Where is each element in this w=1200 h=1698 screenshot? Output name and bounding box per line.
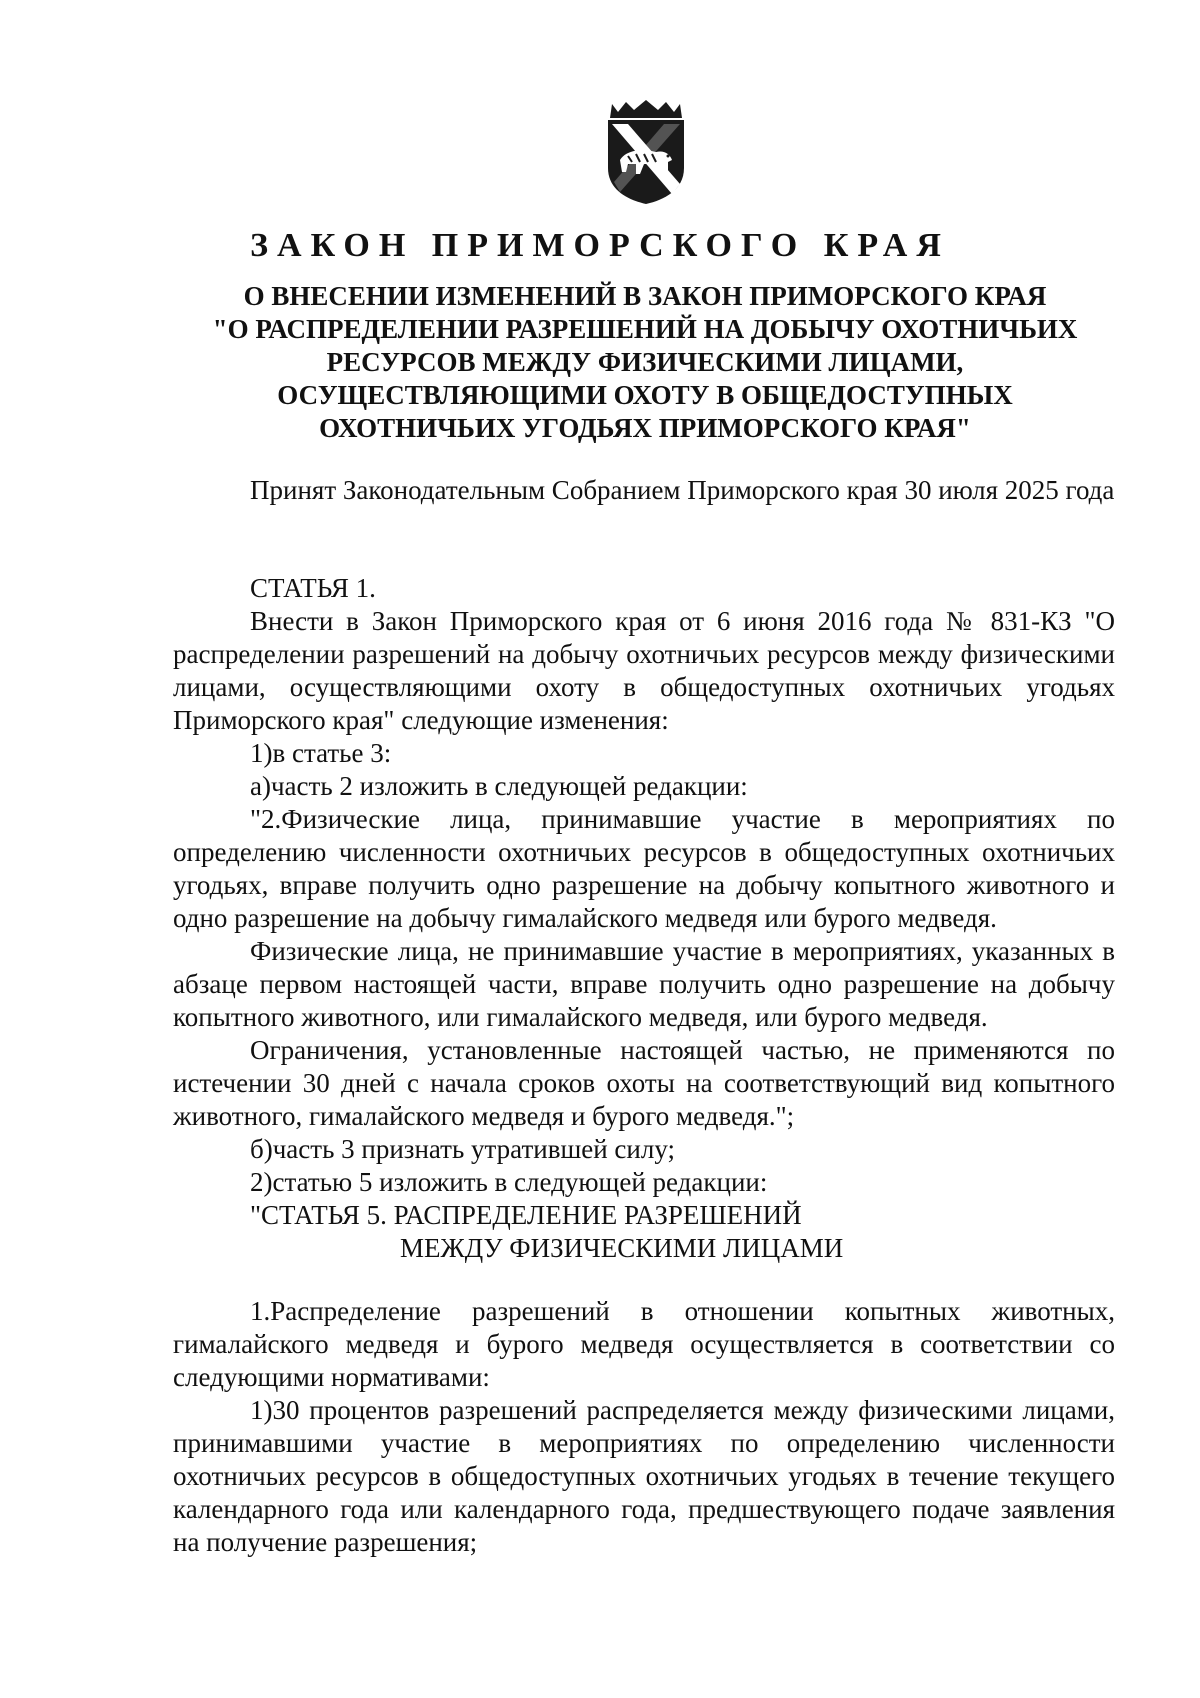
article-5-paragraph-1: 1.Распределение разрешений в отношении копытных животных, гималайского медведя и бурого медведя осуществляется в соответствии со следующими нормативами:	[173, 1296, 1115, 1392]
article-1-heading: СТАТЬЯ 1.	[250, 573, 376, 603]
item-1a: а)часть 2 изложить в следующей редакции:	[250, 771, 748, 801]
adopted-text: Принят Законодательным Собранием Приморского края 30 июля 2025 года	[250, 475, 1115, 505]
part-2-paragraph-1: "2.Физические лица, принимавшие участие в мероприятиях по определению численности охотничьих ресурсов в общедоступных охотничьих угодьях, вправе получить одно разрешение на добычу копытного животного и одно разрешение на добычу гималайского медведя или бурого медведя.	[173, 804, 1115, 933]
item-1: 1)в статье 3:	[250, 738, 392, 768]
subtitle-line: РЕСУРСОВ МЕЖДУ ФИЗИЧЕСКИМИ ЛИЦАМИ,	[326, 347, 964, 377]
subtitle-line: О ВНЕСЕНИИ ИЗМЕНЕНИЙ В ЗАКОН ПРИМОРСКОГО КРАЯ	[243, 281, 1047, 311]
article-1-intro: Внести в Закон Приморского края от 6 июня 2016 года № 831-КЗ "О распределении разрешений на добычу охотничьих ресурсов между физическими лицами, осуществляющими охоту в общедоступных охотничьих угодьях Приморского края" следующие изменения:	[173, 606, 1115, 735]
subtitle-line: ОХОТНИЧЬИХ УГОДЬЯХ ПРИМОРСКОГО КРАЯ"	[319, 413, 971, 443]
item-1b: б)часть 3 признать утратившей силу;	[250, 1134, 675, 1164]
coat-of-arms-icon	[598, 98, 694, 206]
adoption-note	[173, 474, 1115, 507]
article-1	[173, 572, 1115, 1559]
subtitle-line: "О РАСПРЕДЕЛЕНИИ РАЗРЕШЕНИЙ НА ДОБЫЧУ ОХОТНИЧЬИХ	[212, 314, 1078, 344]
item-2: 2)статью 5 изложить в следующей редакции:	[250, 1167, 768, 1197]
law-subtitle	[170, 280, 1120, 445]
article-5-item-1: 1)30 процентов разрешений распределяется между физическими лицами, принимавшими участие в мероприятиях по определению численности охотничьих ресурсов в общедоступных охотничьих угодьях в течение текущего календарного года или календарного года, предшествующего подаче заявления на получение разрешения;	[173, 1395, 1115, 1557]
part-2-paragraph-3: Ограничения, установленные настоящей частью, не применяются по истечении 30 дней с начала сроков охоты на соответствующий вид копытного животного, гималайского медведя и бурого медведя.";	[173, 1035, 1115, 1131]
article-5-heading-line-2: МЕЖДУ ФИЗИЧЕСКИМИ ЛИЦАМИ	[400, 1233, 844, 1263]
subtitle-line: ОСУЩЕСТВЛЯЮЩИМИ ОХОТУ В ОБЩЕДОСТУПНЫХ	[277, 380, 1013, 410]
part-2-paragraph-2: Физические лица, не принимавшие участие в мероприятиях, указанных в абзаце первом настоящей части, вправе получить одно разрешение на добычу копытного животного, или гималайского медведя, или бурого медведя.	[173, 936, 1115, 1032]
article-5-heading-line-1: "СТАТЬЯ 5. РАСПРЕДЕЛЕНИЕ РАЗРЕШЕНИЙ	[250, 1200, 802, 1230]
law-title: ЗАКОН ПРИМОРСКОГО КРАЯ	[250, 227, 950, 264]
